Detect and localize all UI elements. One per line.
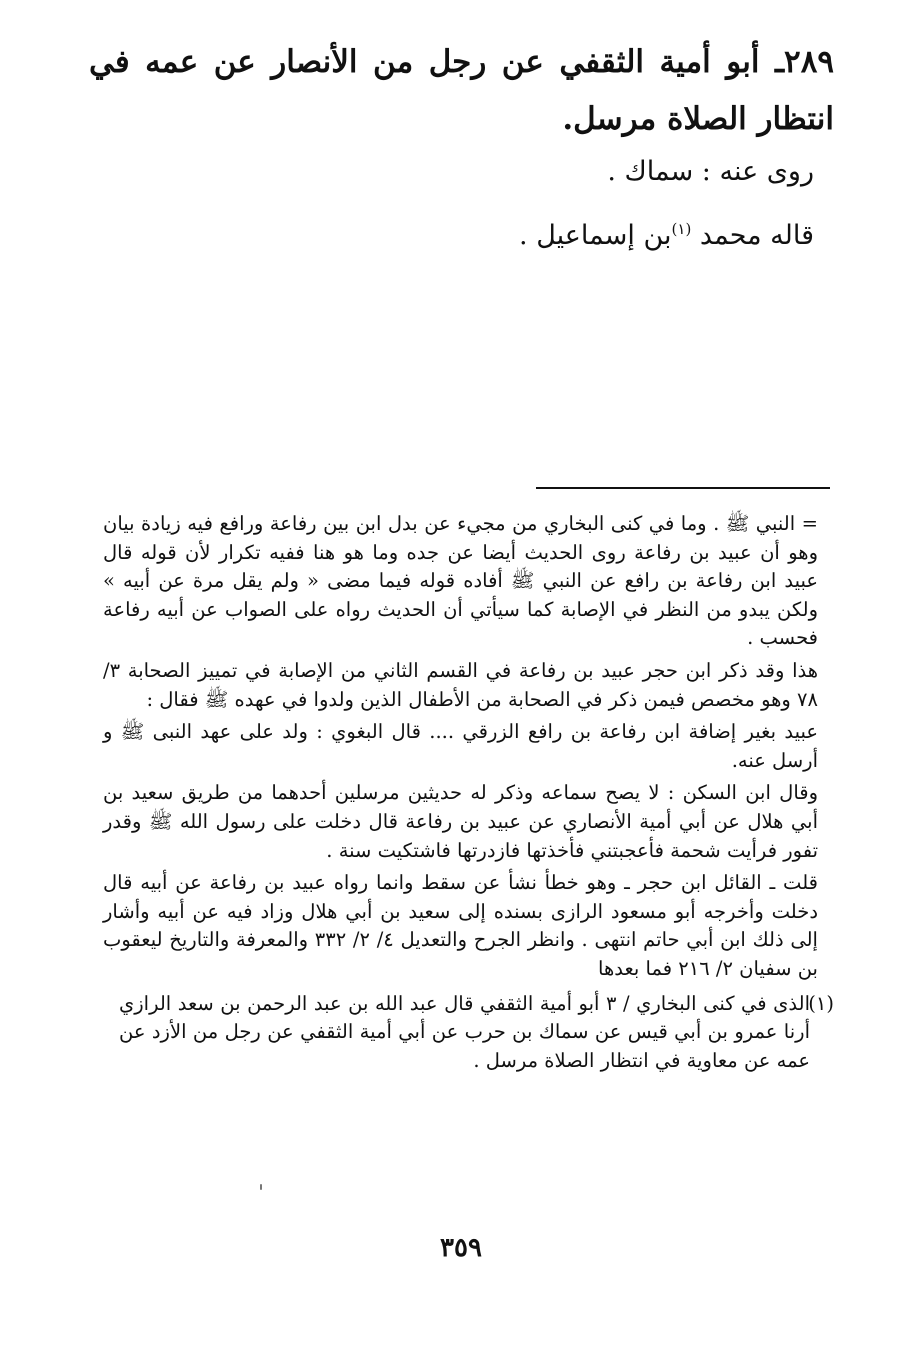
scan-speck: [260, 1184, 262, 1190]
footnote-1-marker: (١): [808, 991, 834, 1015]
footnotes-section: [103, 510, 834, 1079]
author-suffix: بن إسماعيل .: [519, 220, 672, 251]
footnote-continuation-paragraph: وقال ابن السكن : لا يصح سماعه وذكر له حديثين مرسلين أحدهما من طريق سعيد بن أبي هلال عن أبي أمية الأنصاري عن عبيد بن رفاعة قال دخلت على رسول الله ﷺ وقدر تفور فرأيت شحمة فأعجبتني فأخذتها فازدرتها فاشتكيت سنة .: [103, 781, 818, 862]
author-attribution: [214, 216, 814, 256]
footnote-continuation-paragraph: هذا وقد ذكر ابن حجر عبيد بن رفاعة في القسم الثاني من الإصابة في تمييز الصحابة ٣/ ٧٨ وهو مخصص فيمن ذكر في الصحابة من الأطفال الذين ولدوا في عهده ﷺ فقال :: [103, 658, 818, 711]
page-number: ٣٥٩: [440, 1233, 482, 1263]
footnote-reference: (١): [671, 220, 692, 238]
narrator-line: روى عنه : سماك .: [607, 156, 814, 187]
author-prefix: قاله محمد: [699, 220, 814, 251]
footnote-continuation-paragraph: = النبي ﷺ . وما في كنى البخاري من مجيء عن بدل ابن بين رفاعة ورافع فيه زيادة بيان وهو أن عبيد بن رفاعة روى الحديث أيضا عن جده وما هو هنا ففيه تكرار لأن قوله قال عبيد ابن رفاعة بن رافع عن النبي ﷺ أفاده قوله فيما مضى « ولم يقل مرة عن أبيه » ولكن يبدو من النظر في الإصابة كما سيأتي أن الحديث رواه على الصواب عن أبيه رفاعة فحسب .: [103, 512, 818, 650]
footnote-continuation-paragraph: عبيد بغير إضافة ابن رفاعة بن رافع الزرقي .... قال البغوي : ولد على عهد النبى ﷺ و أرسل عنه.: [103, 720, 818, 772]
footnote-continuation-paragraph: قلت ـ القائل ابن حجر ـ وهو خطأ نشأ عن سقط وانما رواه عبيد بن رفاعة عن أبيه قال دخلت وأخرجه أبو مسعود الرازى بسنده إلى سعيد بن أبي هلال وزاد فيه عن أبيه وأشار إلى ذلك ابن أبي حاتم انتهى . وانظر الجرح والتعديل ٤/ ٢/ ٣٣٢ والمعرفة والتاريخ ليعقوب بن سفيان ٢/ ٢١٦ فما بعدها: [103, 871, 818, 980]
footnote-separator: [536, 487, 830, 489]
entry-heading: ٢٨٩ـ أبو أمية الثقفي عن رجل من الأنصار عن عمه في انتظار الصلاة مرسل.: [89, 44, 834, 137]
footnote-1: [119, 990, 834, 1076]
footnote-1-text: الذى في كنى البخاري / ٣ أبو أمية الثقفي قال عبد الله بن عبد الرحمن بن سعد الرازي أرنا عمرو بن أبي قيس عن سماك بن حرب عن أبي أمية الثقفي عن رجل من الأزد عن عمه عن معاوية في انتظار الصلاة مرسل .: [119, 991, 811, 1072]
